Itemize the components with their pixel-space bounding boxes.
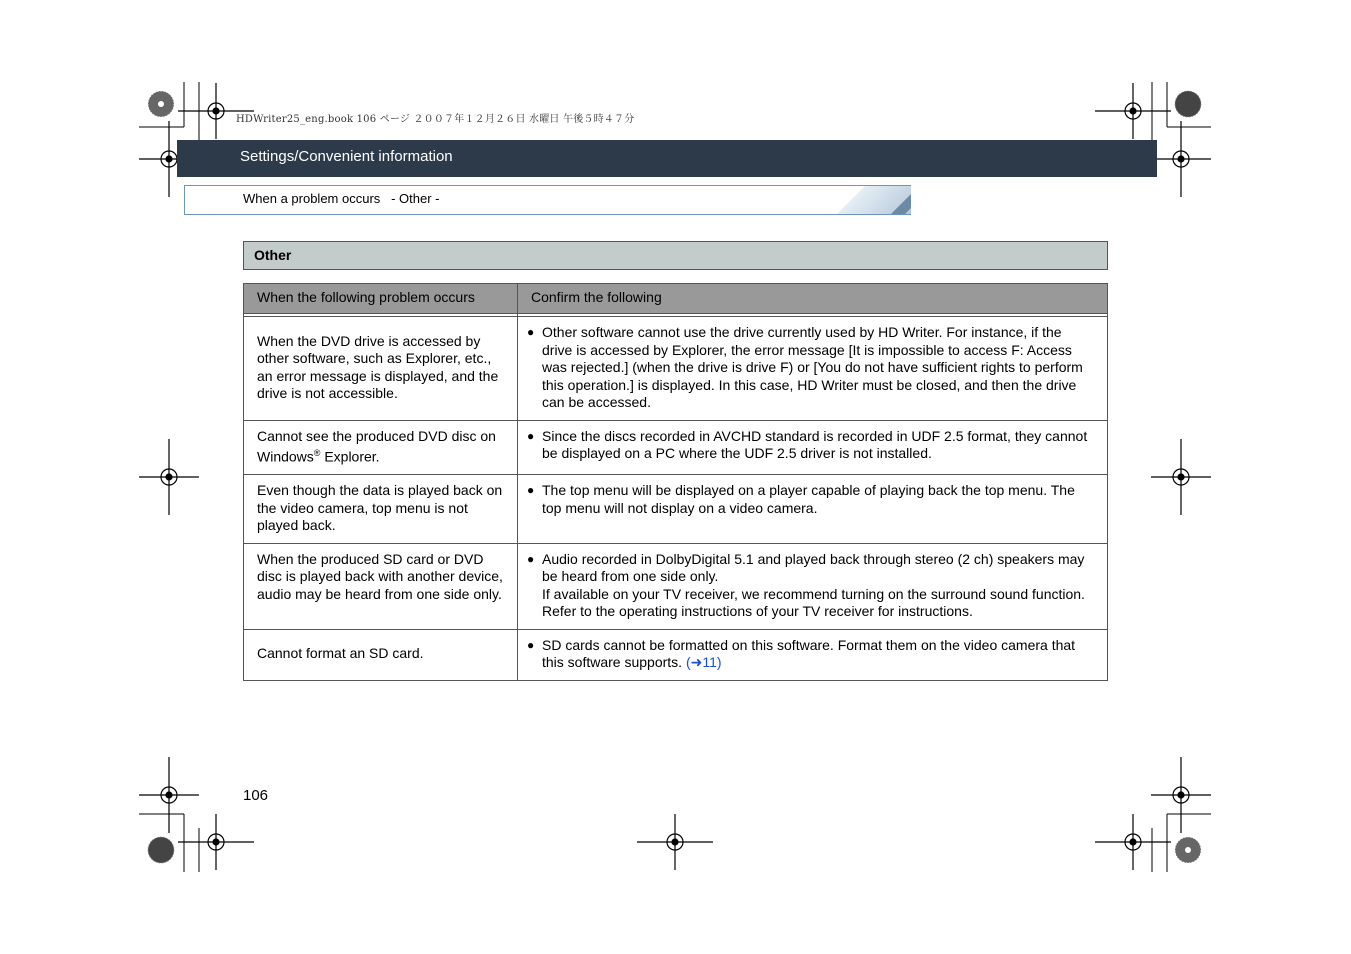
table-row bbox=[244, 629, 1108, 680]
column-header-problem: When the following problem occurs bbox=[244, 284, 518, 314]
table-header-row bbox=[244, 284, 1108, 314]
problem-cell: Cannot format an SD card. bbox=[244, 629, 518, 680]
page-number: 106 bbox=[243, 787, 269, 804]
problem-cell: When the produced SD card or DVD disc is played back with another device, audio may be heard from one side only. bbox=[244, 543, 518, 629]
bullet-icon: ● bbox=[527, 325, 535, 339]
sub-header-title: When a problem occurs - Other - bbox=[243, 191, 440, 206]
answer-text: Since the discs recorded in AVCHD standard is recorded in UDF 2.5 format, they cannot be displayed on a PC where the UDF 2.5 driver is not installed. bbox=[542, 427, 1088, 461]
header-title: Settings/Convenient information bbox=[240, 148, 453, 165]
answer-cell bbox=[518, 475, 1108, 544]
problem-cell: Cannot see the produced DVD disc on Windows® Explorer. bbox=[244, 420, 518, 475]
answer-cell bbox=[518, 317, 1108, 421]
answer-text: The top menu will be displayed on a player capable of playing back the top menu. The top menu will not display on a video camera. bbox=[542, 482, 1075, 516]
answer-text-extra: If available on your TV receiver, we recommend turning on the surround sound function. Refer to the operating instructions of your TV receiver for instructions. bbox=[542, 585, 1085, 620]
bullet-icon: ● bbox=[527, 551, 535, 566]
table-row bbox=[244, 543, 1108, 629]
sub-header-bar bbox=[184, 185, 911, 215]
troubleshooting-table bbox=[243, 283, 1108, 681]
header-bar bbox=[177, 140, 1157, 177]
book-info-line: HDWriter25_eng.book 106 ページ ２００７年１２月２６日 水曜日 午後５時４７分 bbox=[236, 114, 635, 125]
column-header-confirm: Confirm the following bbox=[518, 284, 1108, 314]
bullet-icon: ● bbox=[527, 637, 535, 652]
bullet-icon: ● bbox=[527, 428, 535, 443]
answer-text: Other software cannot use the drive currently used by HD Writer. For instance, if the drive is accessed by Explorer, the error message [It is impossible to access F: Access was rejected.] (when the drive is drive F) or [You do not have sufficient rights to perform this operation.] is displayed. In this case, HD Writer must be closed, and then the drive can be accessed. bbox=[542, 324, 1083, 410]
section-title: Other bbox=[254, 247, 292, 263]
answer-cell bbox=[518, 543, 1108, 629]
problem-cell: When the DVD drive is accessed by other software, such as Explorer, etc., an error message is displayed, and the drive is not accessible. bbox=[244, 317, 518, 421]
page-reference-link[interactable]: (➜11) bbox=[685, 654, 722, 671]
table-row bbox=[244, 475, 1108, 544]
bullet-icon: ● bbox=[527, 483, 535, 498]
answer-cell bbox=[518, 629, 1108, 680]
registered-mark: ® bbox=[313, 448, 321, 458]
table-row bbox=[244, 317, 1108, 421]
answer-text: SD cards cannot be formatted on this software. Format them on the video camera that this software supports. bbox=[542, 636, 1076, 671]
section-heading bbox=[243, 241, 1108, 270]
problem-cell: Even though the data is played back on the video camera, top menu is not played back. bbox=[244, 475, 518, 544]
table-row bbox=[244, 420, 1108, 475]
answer-cell bbox=[518, 420, 1108, 475]
answer-text: Audio recorded in DolbyDigital 5.1 and played back through stereo (2 ch) speakers may be heard from one side only. bbox=[542, 550, 1085, 585]
